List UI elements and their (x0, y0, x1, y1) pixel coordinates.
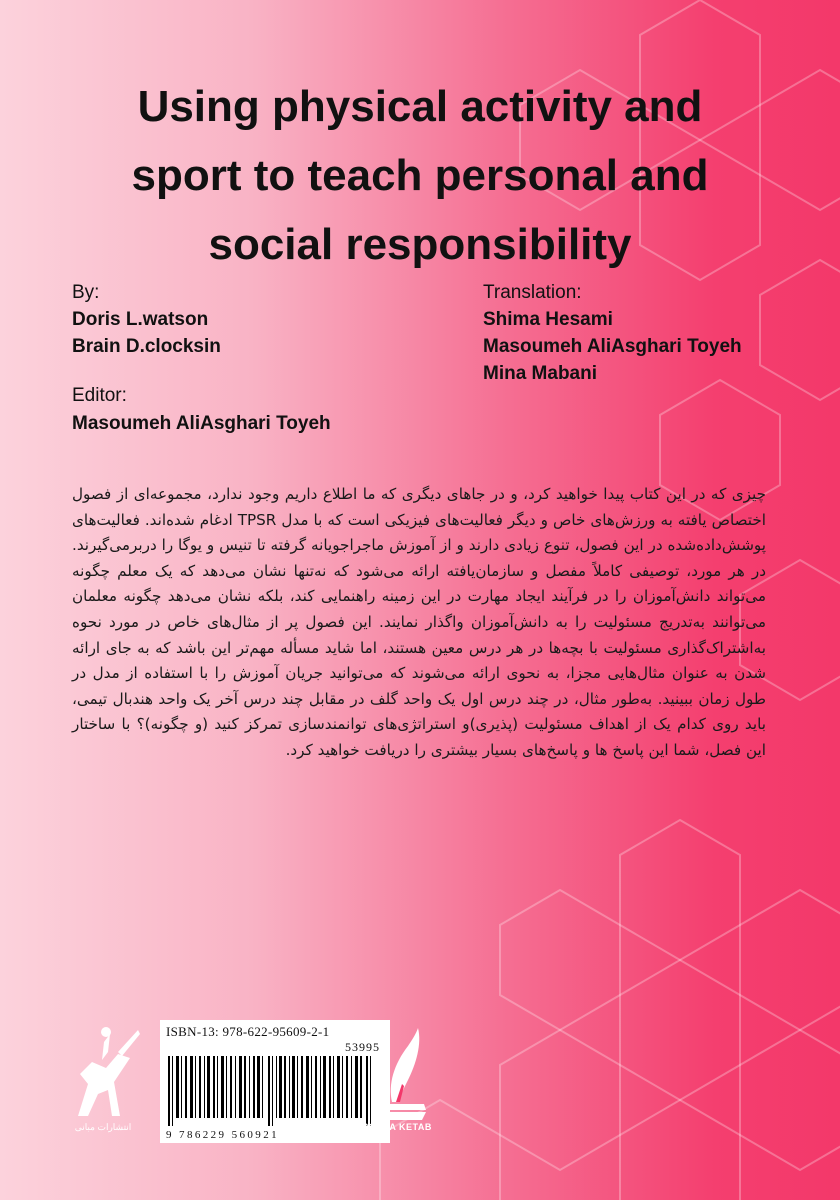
translator-name-2: Masoumeh AliAsghari Toyeh (483, 336, 742, 357)
barcode-digits: 9 786229 560921 (166, 1129, 279, 1141)
translator-name-3: Mina Mabani (483, 363, 598, 384)
horse-rider-icon (58, 1024, 148, 1124)
author-name-1: Doris L.watson (72, 309, 209, 330)
isbn-text: ISBN-13: 978-622-95609-2-1 (166, 1024, 330, 1039)
title-line-2: sport to teach personal and (131, 151, 709, 201)
description-text: چیزی که در این کتاب پیدا خواهید کرد، و در جاهای دیگری که ما اطلاع داریم وجود ندارد، مجموعه‌ای از فصول اختصاص یافته به ورزش‌های خاص و دیگر فعالیت‌های فیزیکی است که با مدل TPSR ادغام شده‌اند. فعالیت‌های پوشش‌داده‌شده در این فصول، تنوع زیادی دارند و از آموزش ماجراجویانه گرفته تا تنیس و یوگا را دربرمی‌گیرند. در هر مورد، توصیفی کاملاً مفصل و سازمان‌یافته ارائه می‌شود که نه‌تنها نشان می‌دهد که یک معلم چگونه می‌تواند دانش‌آموزان را در فرآیند ایجاد مهارت در این زمینه راهنمایی کند، بلکه نشان می‌دهد چگونه معلمان می‌توانند به‌تدریج مسئولیت را به دانش‌آموزان واگذار نمایند. این فصول پر از مثال‌های خاص در مورد نحوه به‌اشتراک‌گذاری مسئولیت با بچه‌ها در هر درس معین هستند، اما شاید مسأله مهم‌تر این باشد که به جای ارائه شدن به عنوان مثال‌هایی مجزا، به نحوی ارائه می‌شوند که می‌توانید جریان آموزش را با استفاده از مدل در طول زمان ببینید. به‌طور مثال، در چند درس اول یک واحد گلف در مقابل چند درس آخر یک واحد هندبال تیمی، باید روی کدام یک از اهداف مسئولیت (پذیری)و استراتژی‌های توانمندسازی تمرکز کنید (و چگونه)؟ با ساختار این فصل، شما این پاسخ ها و پاسخ‌های بسیار بیشتری را دریافت خواهید کرد. (72, 485, 766, 759)
publisher-left-text: انتشارات مبانی (74, 1122, 132, 1132)
authors-label: By: (72, 282, 100, 303)
title-line-1: Using physical activity and (137, 82, 703, 131)
author-name-2: Brain D.clocksin (72, 336, 221, 357)
translator-name-1: Shima Hesami (483, 309, 613, 330)
editor-label: Editor: (72, 385, 127, 406)
title-line-3: social responsibility (208, 220, 632, 270)
publisher-right-text: POOYA KETAB (362, 1122, 432, 1132)
book-title (40, 72, 800, 279)
price-code: 53995 (345, 1040, 380, 1054)
translation-label: Translation: (483, 282, 582, 303)
quill-book-icon (352, 1024, 442, 1124)
editor-name: Masoumeh AliAsghari Toyeh (72, 413, 331, 434)
